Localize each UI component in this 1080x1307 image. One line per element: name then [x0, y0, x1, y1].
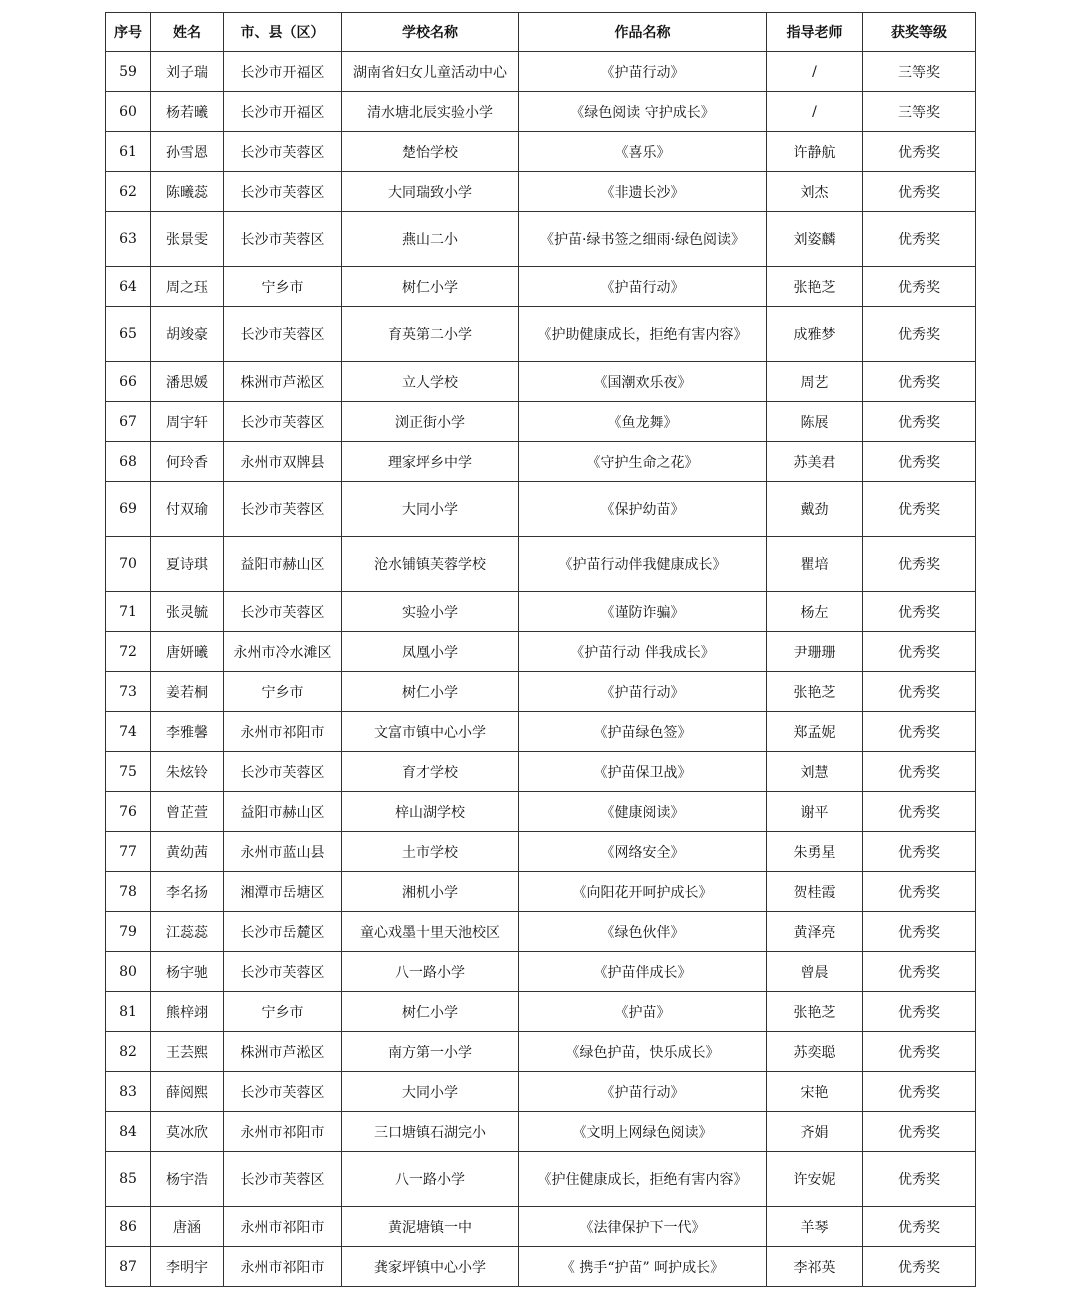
table-row [106, 307, 976, 362]
cell-region: 株洲市芦淞区 [224, 1032, 342, 1072]
cell-teacher: 刘杰 [767, 172, 863, 212]
cell-region: 益阳市赫山区 [224, 792, 342, 832]
cell-award: 优秀奖 [863, 672, 976, 712]
cell-award: 三等奖 [863, 52, 976, 92]
cell-teacher: 刘慧 [767, 752, 863, 792]
cell-work: 《护苗行动》 [519, 52, 767, 92]
cell-award: 优秀奖 [863, 752, 976, 792]
table-row [106, 672, 976, 712]
cell-name: 李明宇 [151, 1247, 224, 1287]
cell-award: 优秀奖 [863, 212, 976, 267]
cell-award: 优秀奖 [863, 712, 976, 752]
cell-work: 《护苗行动伴我健康成长》 [519, 537, 767, 592]
cell-teacher: 陈展 [767, 402, 863, 442]
cell-award: 优秀奖 [863, 832, 976, 872]
cell-index: 85 [106, 1152, 151, 1207]
cell-region: 长沙市芙蓉区 [224, 172, 342, 212]
cell-name: 何玲香 [151, 442, 224, 482]
cell-teacher: 张艳芝 [767, 672, 863, 712]
cell-teacher: / [767, 52, 863, 92]
header-region: 市、县（区） [224, 13, 342, 52]
cell-region: 永州市蓝山县 [224, 832, 342, 872]
cell-name: 姜若桐 [151, 672, 224, 712]
cell-region: 宁乡市 [224, 267, 342, 307]
cell-work: 《国潮欢乐夜》 [519, 362, 767, 402]
cell-award: 三等奖 [863, 92, 976, 132]
cell-award: 优秀奖 [863, 792, 976, 832]
cell-index: 71 [106, 592, 151, 632]
cell-award: 优秀奖 [863, 172, 976, 212]
cell-work: 《喜乐》 [519, 132, 767, 172]
cell-index: 72 [106, 632, 151, 672]
cell-name: 夏诗琪 [151, 537, 224, 592]
cell-index: 77 [106, 832, 151, 872]
cell-work: 《法律保护下一代》 [519, 1207, 767, 1247]
cell-school: 实验小学 [342, 592, 519, 632]
cell-region: 长沙市芙蓉区 [224, 402, 342, 442]
cell-region: 永州市双牌县 [224, 442, 342, 482]
cell-teacher: 贺桂霞 [767, 872, 863, 912]
cell-work: 《绿色伙伴》 [519, 912, 767, 952]
cell-award: 优秀奖 [863, 1112, 976, 1152]
cell-teacher: / [767, 92, 863, 132]
cell-award: 优秀奖 [863, 1072, 976, 1112]
cell-region: 长沙市岳麓区 [224, 912, 342, 952]
cell-region: 永州市祁阳市 [224, 712, 342, 752]
cell-teacher: 许静航 [767, 132, 863, 172]
cell-region: 永州市祁阳市 [224, 1207, 342, 1247]
cell-work: 《谨防诈骗》 [519, 592, 767, 632]
cell-award: 优秀奖 [863, 992, 976, 1032]
cell-name: 薛阅熙 [151, 1072, 224, 1112]
cell-region: 永州市冷水滩区 [224, 632, 342, 672]
cell-index: 84 [106, 1112, 151, 1152]
cell-work: 《 携手“护苗” 呵护成长》 [519, 1247, 767, 1287]
cell-index: 82 [106, 1032, 151, 1072]
cell-name: 唐涵 [151, 1207, 224, 1247]
cell-school: 凤凰小学 [342, 632, 519, 672]
cell-name: 付双瑜 [151, 482, 224, 537]
cell-work: 《非遗长沙》 [519, 172, 767, 212]
table-row [106, 1247, 976, 1287]
cell-teacher: 苏奕聪 [767, 1032, 863, 1072]
cell-teacher: 曾晨 [767, 952, 863, 992]
cell-index: 62 [106, 172, 151, 212]
header-award: 获奖等级 [863, 13, 976, 52]
cell-name: 黄幼茜 [151, 832, 224, 872]
table-row [106, 92, 976, 132]
cell-school: 育才学校 [342, 752, 519, 792]
cell-school: 立人学校 [342, 362, 519, 402]
cell-index: 60 [106, 92, 151, 132]
cell-name: 张灵毓 [151, 592, 224, 632]
cell-award: 优秀奖 [863, 1207, 976, 1247]
cell-teacher: 羊琴 [767, 1207, 863, 1247]
cell-index: 66 [106, 362, 151, 402]
cell-region: 永州市祁阳市 [224, 1112, 342, 1152]
cell-teacher: 刘姿麟 [767, 212, 863, 267]
cell-school: 楚怡学校 [342, 132, 519, 172]
cell-teacher: 谢平 [767, 792, 863, 832]
cell-index: 75 [106, 752, 151, 792]
cell-school: 清水塘北辰实验小学 [342, 92, 519, 132]
cell-teacher: 黄泽亮 [767, 912, 863, 952]
cell-name: 曾芷萱 [151, 792, 224, 832]
cell-work: 《鱼龙舞》 [519, 402, 767, 442]
cell-award: 优秀奖 [863, 442, 976, 482]
cell-name: 杨若曦 [151, 92, 224, 132]
cell-name: 王芸熙 [151, 1032, 224, 1072]
table-row [106, 442, 976, 482]
cell-index: 81 [106, 992, 151, 1032]
cell-name: 周宇轩 [151, 402, 224, 442]
cell-school: 龚家坪镇中心小学 [342, 1247, 519, 1287]
cell-school: 理家坪乡中学 [342, 442, 519, 482]
cell-index: 65 [106, 307, 151, 362]
table-row [106, 1152, 976, 1207]
cell-work: 《文明上网绿色阅读》 [519, 1112, 767, 1152]
cell-name: 张景雯 [151, 212, 224, 267]
cell-index: 76 [106, 792, 151, 832]
cell-award: 优秀奖 [863, 132, 976, 172]
cell-school: 南方第一小学 [342, 1032, 519, 1072]
cell-school: 树仁小学 [342, 267, 519, 307]
table-row [106, 537, 976, 592]
table-row [106, 992, 976, 1032]
cell-region: 长沙市芙蓉区 [224, 132, 342, 172]
cell-school: 树仁小学 [342, 672, 519, 712]
cell-teacher: 苏美君 [767, 442, 863, 482]
table-row [106, 267, 976, 307]
header-index: 序号 [106, 13, 151, 52]
cell-award: 优秀奖 [863, 402, 976, 442]
cell-school: 八一路小学 [342, 952, 519, 992]
cell-school: 八一路小学 [342, 1152, 519, 1207]
cell-name: 杨宇驰 [151, 952, 224, 992]
cell-region: 益阳市赫山区 [224, 537, 342, 592]
table-row [106, 482, 976, 537]
cell-school: 梓山湖学校 [342, 792, 519, 832]
cell-name: 刘子瑞 [151, 52, 224, 92]
awards-table [105, 12, 976, 1287]
cell-index: 61 [106, 132, 151, 172]
cell-index: 73 [106, 672, 151, 712]
cell-index: 69 [106, 482, 151, 537]
table-row [106, 1032, 976, 1072]
cell-index: 68 [106, 442, 151, 482]
cell-award: 优秀奖 [863, 362, 976, 402]
cell-index: 67 [106, 402, 151, 442]
cell-index: 87 [106, 1247, 151, 1287]
cell-region: 长沙市芙蓉区 [224, 307, 342, 362]
cell-work: 《绿色护苗，快乐成长》 [519, 1032, 767, 1072]
cell-region: 湘潭市岳塘区 [224, 872, 342, 912]
cell-school: 土市学校 [342, 832, 519, 872]
cell-work: 《护苗行动 伴我成长》 [519, 632, 767, 672]
cell-school: 三口塘镇石湖完小 [342, 1112, 519, 1152]
cell-work: 《护苗保卫战》 [519, 752, 767, 792]
cell-work: 《护苗绿色签》 [519, 712, 767, 752]
header-teacher: 指导老师 [767, 13, 863, 52]
cell-teacher: 尹珊珊 [767, 632, 863, 672]
table-row [106, 752, 976, 792]
cell-award: 优秀奖 [863, 912, 976, 952]
cell-school: 湖南省妇女儿童活动中心 [342, 52, 519, 92]
cell-region: 长沙市芙蓉区 [224, 592, 342, 632]
cell-work: 《守护生命之花》 [519, 442, 767, 482]
cell-school: 童心戏墨十里天池校区 [342, 912, 519, 952]
cell-school: 燕山二小 [342, 212, 519, 267]
cell-teacher: 张艳芝 [767, 992, 863, 1032]
header-work: 作品名称 [519, 13, 767, 52]
cell-index: 59 [106, 52, 151, 92]
cell-teacher: 朱勇星 [767, 832, 863, 872]
header-name: 姓名 [151, 13, 224, 52]
cell-work: 《绿色阅读 守护成长》 [519, 92, 767, 132]
cell-teacher: 郑孟妮 [767, 712, 863, 752]
table-row [106, 172, 976, 212]
table-row [106, 952, 976, 992]
cell-index: 74 [106, 712, 151, 752]
cell-region: 宁乡市 [224, 672, 342, 712]
cell-index: 80 [106, 952, 151, 992]
cell-work: 《健康阅读》 [519, 792, 767, 832]
cell-work: 《护苗·绿书签之细雨·绿色阅读》 [519, 212, 767, 267]
cell-name: 李名扬 [151, 872, 224, 912]
cell-school: 大同小学 [342, 1072, 519, 1112]
cell-region: 长沙市芙蓉区 [224, 752, 342, 792]
cell-name: 熊梓翊 [151, 992, 224, 1032]
cell-index: 83 [106, 1072, 151, 1112]
table-row [106, 1072, 976, 1112]
cell-school: 湘机小学 [342, 872, 519, 912]
table-row [106, 52, 976, 92]
cell-teacher: 许安妮 [767, 1152, 863, 1207]
cell-school: 文富市镇中心小学 [342, 712, 519, 752]
cell-name: 陈曦蕊 [151, 172, 224, 212]
table-header-row [106, 13, 976, 52]
cell-award: 优秀奖 [863, 592, 976, 632]
cell-index: 64 [106, 267, 151, 307]
cell-work: 《向阳花开呵护成长》 [519, 872, 767, 912]
cell-school: 育英第二小学 [342, 307, 519, 362]
table-row [106, 632, 976, 672]
cell-index: 78 [106, 872, 151, 912]
cell-name: 杨宇浩 [151, 1152, 224, 1207]
cell-work: 《护苗行动》 [519, 267, 767, 307]
cell-index: 79 [106, 912, 151, 952]
cell-name: 潘思媛 [151, 362, 224, 402]
cell-region: 长沙市芙蓉区 [224, 1152, 342, 1207]
cell-school: 大同瑞致小学 [342, 172, 519, 212]
cell-award: 优秀奖 [863, 1032, 976, 1072]
cell-work: 《护苗行动》 [519, 672, 767, 712]
cell-region: 永州市祁阳市 [224, 1247, 342, 1287]
cell-name: 周之珏 [151, 267, 224, 307]
cell-index: 86 [106, 1207, 151, 1247]
cell-name: 朱炫铃 [151, 752, 224, 792]
cell-award: 优秀奖 [863, 537, 976, 592]
cell-award: 优秀奖 [863, 632, 976, 672]
cell-region: 长沙市开福区 [224, 92, 342, 132]
table-row [106, 912, 976, 952]
cell-teacher: 张艳芝 [767, 267, 863, 307]
cell-work: 《护苗行动》 [519, 1072, 767, 1112]
table-row [106, 592, 976, 632]
cell-school: 浏正街小学 [342, 402, 519, 442]
cell-work: 《保护幼苗》 [519, 482, 767, 537]
cell-teacher: 杨左 [767, 592, 863, 632]
cell-work: 《护住健康成长，拒绝有害内容》 [519, 1152, 767, 1207]
cell-name: 孙雪恩 [151, 132, 224, 172]
cell-award: 优秀奖 [863, 482, 976, 537]
cell-school: 大同小学 [342, 482, 519, 537]
cell-region: 长沙市芙蓉区 [224, 212, 342, 267]
cell-teacher: 宋艳 [767, 1072, 863, 1112]
cell-work: 《护助健康成长，拒绝有害内容》 [519, 307, 767, 362]
cell-award: 优秀奖 [863, 872, 976, 912]
cell-index: 63 [106, 212, 151, 267]
table-row [106, 1207, 976, 1247]
cell-award: 优秀奖 [863, 1247, 976, 1287]
cell-award: 优秀奖 [863, 307, 976, 362]
cell-region: 长沙市芙蓉区 [224, 1072, 342, 1112]
cell-name: 江蕊蕊 [151, 912, 224, 952]
cell-award: 优秀奖 [863, 267, 976, 307]
header-school: 学校名称 [342, 13, 519, 52]
cell-work: 《网络安全》 [519, 832, 767, 872]
cell-teacher: 戴劲 [767, 482, 863, 537]
cell-school: 树仁小学 [342, 992, 519, 1032]
cell-region: 长沙市开福区 [224, 52, 342, 92]
table-row [106, 402, 976, 442]
cell-region: 宁乡市 [224, 992, 342, 1032]
cell-name: 李雅馨 [151, 712, 224, 752]
table-row [106, 792, 976, 832]
cell-work: 《护苗》 [519, 992, 767, 1032]
table-body [106, 52, 976, 1287]
table-row [106, 132, 976, 172]
cell-teacher: 成雅梦 [767, 307, 863, 362]
cell-award: 优秀奖 [863, 952, 976, 992]
cell-region: 株洲市芦淞区 [224, 362, 342, 402]
table-row [106, 1112, 976, 1152]
cell-teacher: 瞿培 [767, 537, 863, 592]
table-row [106, 832, 976, 872]
cell-name: 唐妍曦 [151, 632, 224, 672]
cell-teacher: 李祁英 [767, 1247, 863, 1287]
table-row [106, 712, 976, 752]
cell-index: 70 [106, 537, 151, 592]
cell-name: 莫冰欣 [151, 1112, 224, 1152]
table-row [106, 362, 976, 402]
cell-school: 沧水铺镇芙蓉学校 [342, 537, 519, 592]
table-row [106, 212, 976, 267]
table-row [106, 872, 976, 912]
cell-teacher: 齐娟 [767, 1112, 863, 1152]
cell-region: 长沙市芙蓉区 [224, 952, 342, 992]
cell-work: 《护苗伴成长》 [519, 952, 767, 992]
cell-teacher: 周艺 [767, 362, 863, 402]
cell-name: 胡竣豪 [151, 307, 224, 362]
cell-school: 黄泥塘镇一中 [342, 1207, 519, 1247]
cell-award: 优秀奖 [863, 1152, 976, 1207]
cell-region: 长沙市芙蓉区 [224, 482, 342, 537]
